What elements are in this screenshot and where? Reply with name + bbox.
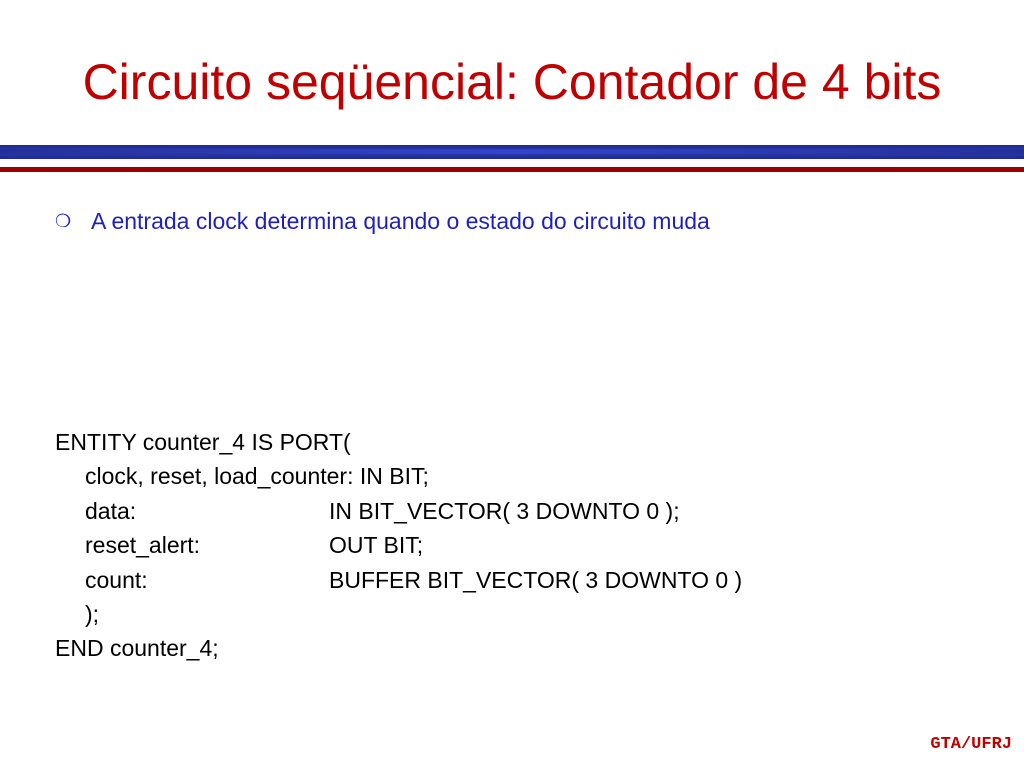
footer-label: GTA/UFRJ [930, 735, 1012, 754]
code-port-type: OUT BIT; [329, 532, 424, 559]
code-line [55, 459, 429, 493]
code-port-type: BUFFER BIT_VECTOR( 3 DOWNTO 0 ) [329, 566, 743, 593]
code-text: clock, reset, load_counter: IN BIT; [85, 463, 429, 490]
code-line [55, 528, 424, 562]
code-port-type: IN BIT_VECTOR( 3 DOWNTO 0 ); [329, 497, 680, 524]
code-line [55, 494, 680, 528]
code-line [55, 563, 743, 597]
code-port-name: data: [85, 497, 137, 524]
title-divider-blue [0, 145, 1024, 159]
bullet-item [55, 205, 710, 237]
slide-title: Circuito seqüencial: Contador de 4 bits [82, 54, 942, 110]
vhdl-code-block [55, 425, 743, 666]
title-divider-red [0, 167, 1024, 172]
code-line [55, 597, 351, 631]
code-port-name: reset_alert: [85, 532, 201, 559]
code-port-name: count: [85, 566, 148, 593]
code-text: ); [85, 600, 100, 627]
bullet-text: A entrada clock determina quando o estado do circuito muda [91, 207, 710, 234]
code-line [55, 631, 351, 665]
code-text: ENTITY counter_4 IS PORT( [55, 429, 351, 455]
code-text: END counter_4; [55, 635, 219, 662]
open-circle-bullet-icon: ❍ [55, 210, 72, 231]
code-line [55, 425, 351, 459]
